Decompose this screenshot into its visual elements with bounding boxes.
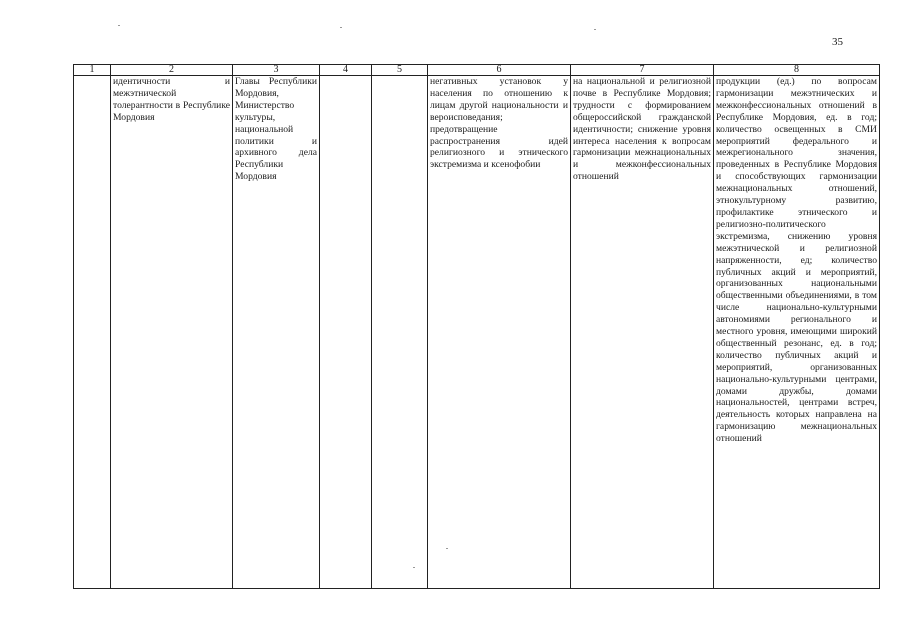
table-row	[74, 76, 880, 589]
column-number: 3	[233, 65, 320, 76]
column-number: 4	[320, 65, 372, 76]
scan-speck	[118, 25, 120, 26]
cell-responsible: Главы Республики Мордовия, Министерство культуры, национальной политики и архивного дела Республики Мордовия	[233, 76, 320, 589]
column-number-row	[74, 65, 880, 76]
scan-speck	[594, 29, 596, 30]
cell-indicators: продукции (ед.) по вопросам гармонизации межэтнических и межконфессиональных отношений в Республике Мордовия, ед. в год; количество освещенных в СМИ мероприятий федерального и межрегионального значения, проведенных в Республике Мордовия и способствующих гармонизации межнациональных отношений, этнокультурному развитию, профилактике этнического и религиозно-политического экстремизма, снижению уровня межэтнической и религиозной напряженности, ед; количество публичных акций и мероприятий, организованных национальными общественными объединениями, в том числе национально-культурными автономиями регионального и местного уровня, имеющими широкий общественный резонанс, ед. в год; количество публичных акций и мероприятий, организованных национально-культурными центрами, домами дружбы, домами национальностей, центрами встреч, деятельность которых направлена на гармонизацию межнациональных отношений	[714, 76, 880, 589]
page-number: 35	[832, 36, 843, 48]
column-number: 6	[428, 65, 571, 76]
column-number: 2	[111, 65, 233, 76]
column-number: 5	[372, 65, 428, 76]
cell-col-4	[320, 76, 372, 589]
cell-task-name: идентичности и межэтнической толерантности в Республике Мордовия	[111, 76, 233, 589]
cell-expected-results: негативных установок у населения по отношению к лицам другой национальности и вероисповедания; предотвращение распространения идей религиозного и этнического экстремизма и ксенофобии	[428, 76, 571, 589]
cell-consequences: на национальной и религиозной почве в Республике Мордовия; трудности с формированием общероссийской гражданской идентичности; снижение уровня интереса населения к вопросам гармонизации межнациональных и межконфессиональных отношений	[571, 76, 714, 589]
document-table	[73, 64, 880, 589]
scan-speck	[340, 27, 342, 28]
cell-col-5	[372, 76, 428, 589]
column-number: 1	[74, 65, 111, 76]
column-number: 7	[571, 65, 714, 76]
column-number: 8	[714, 65, 880, 76]
cell-number	[74, 76, 111, 589]
